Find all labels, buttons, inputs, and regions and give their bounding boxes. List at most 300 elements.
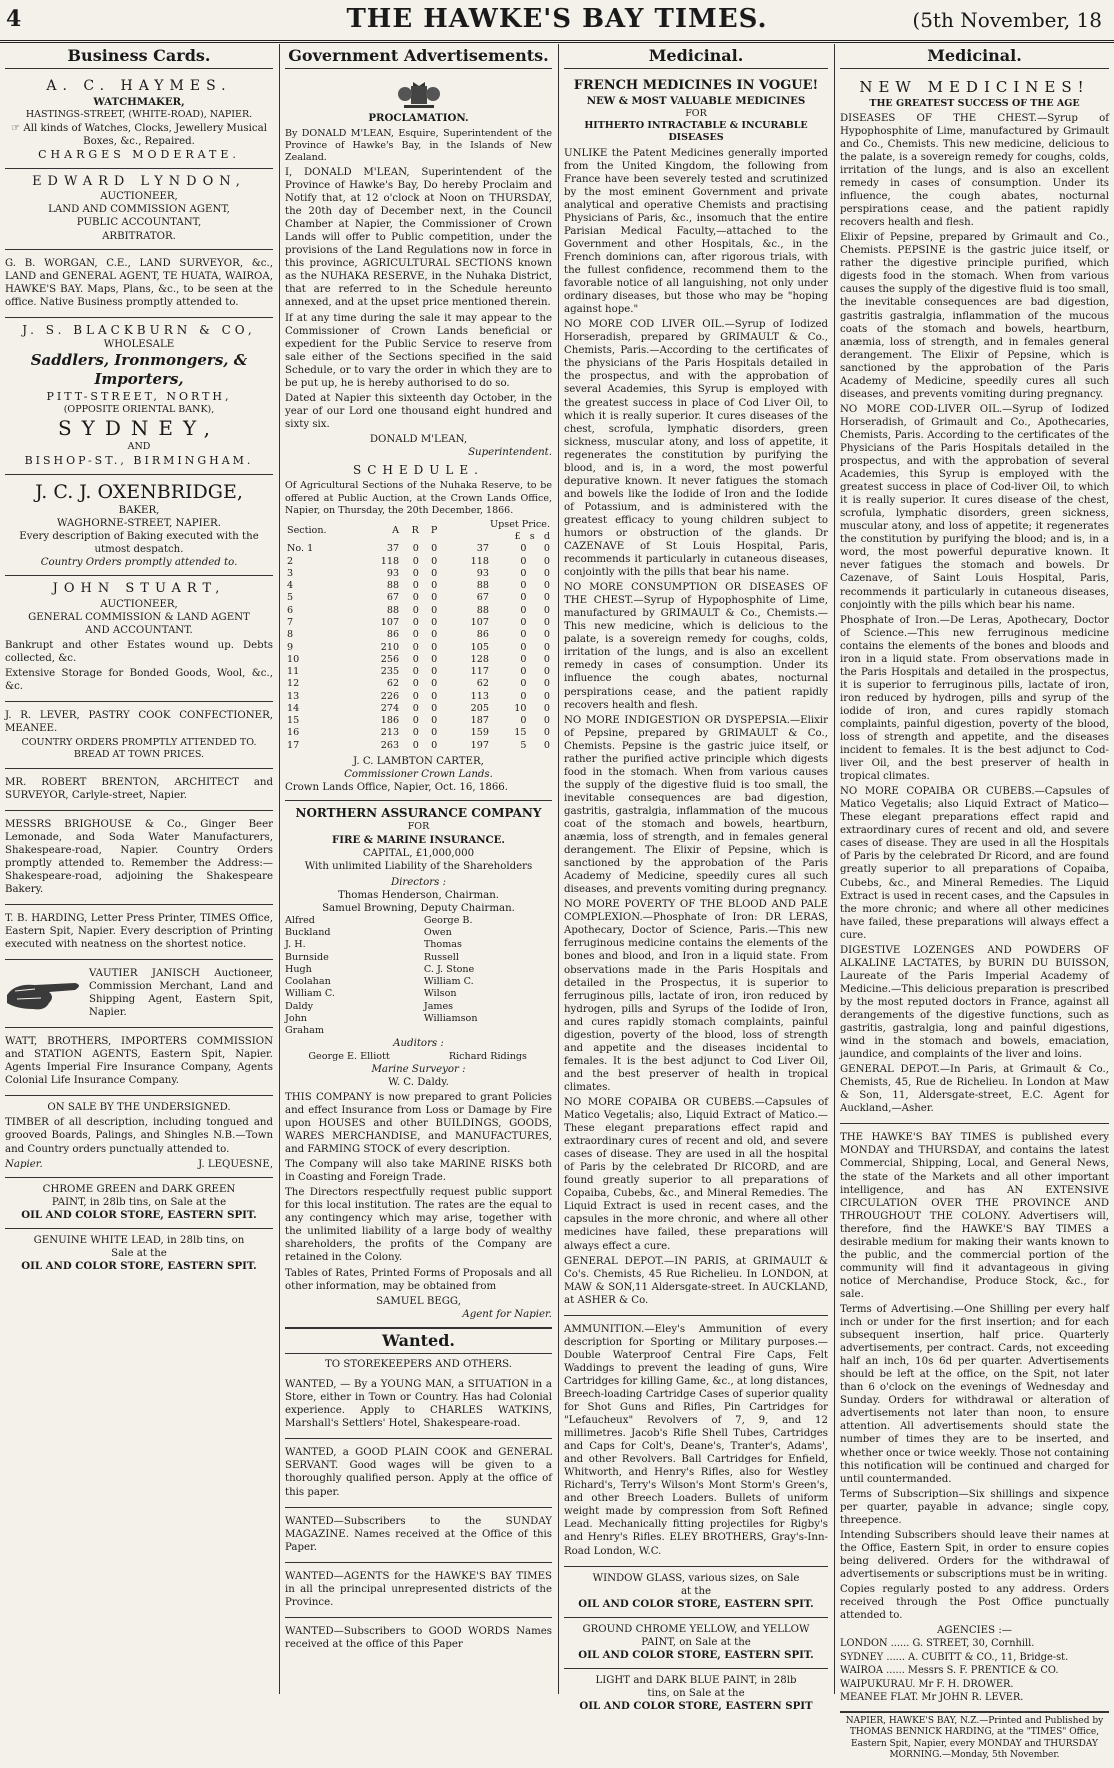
table-cell: 17 (287, 739, 300, 751)
table-cell: 0 (412, 580, 419, 592)
ad-line: GENERAL COMMISSION & LAND AGENT (28, 611, 250, 623)
table-cell: 86 (386, 629, 400, 641)
ad-signature: J. C. LAMBTON CARTER, (353, 755, 484, 767)
ad-line: BISHOP-ST., BIRMINGHAM. (24, 453, 254, 467)
ad-body: Extensive Storage for Bonded Goods, Wool, &c., &c. (5, 668, 273, 693)
ad-line: W. C. Daldy. (388, 1076, 449, 1088)
ad-janisch (5, 960, 273, 1028)
table-cell: 0 (431, 702, 438, 714)
ad-line: Sale at the (111, 1247, 167, 1259)
table-cell: 213 (380, 727, 400, 739)
ad-stuart (5, 576, 273, 702)
table-cell: 67 (386, 592, 400, 604)
ad-body: ☞ All kinds of Watches, Clocks, Jewellery Musical Boxes, &c., Repaired. (11, 122, 267, 147)
column-business-cards (0, 44, 278, 1694)
table-row (285, 654, 552, 666)
table-cell: 0 (412, 727, 419, 739)
ad-line: LAND AND COMMISSION AGENT, (48, 204, 230, 216)
directors-left (285, 915, 413, 1038)
table-row (285, 691, 552, 703)
table-row (285, 543, 552, 555)
ad-lequesne (5, 1096, 273, 1177)
list-item: SYDNEY ...... A. CUBITT & CO., 11, Bridge-st. (840, 1651, 1069, 1663)
table-cell: 93 (386, 567, 400, 579)
ad-body: G. B. WORGAN, C.E., LAND SURVEYOR, &c., LAND and GENERAL AGENT, TE HUATA, WAIROA, HAWKE'S BAY. Maps, Plans, &c., to be seen at the office. Native Business promptly attended to. (5, 257, 273, 308)
table-row (285, 666, 552, 678)
table-cell: 0 (431, 739, 438, 751)
table-cell: 0 (543, 653, 550, 665)
table-row (285, 580, 552, 592)
ad-body: Terms of Subscription—Six shillings and sixpence per quarter, payable in advance; single copy, threepence. (840, 1488, 1109, 1526)
table-cell: 0 (431, 641, 438, 653)
table-cell: 0 (412, 567, 419, 579)
table-cell: 256 (380, 653, 400, 665)
table-cell: 0 (431, 567, 438, 579)
table-cell: 118 (470, 555, 489, 567)
ad-body: NO MORE COD-LIVER OIL.—Syrup of Iodized Horseradish, of Grimault and Co., Apothecaries, Chemists, Paris. According to the certificates of the Physicians of the Paris Hospitals detailed in the prospectus, and with the approbation of several Academies, this Syrup is employed with the greatest success in place of Cod-liver Oil, to which it is really superior. It cures disease of the chest, scrofula, lymphatic disorders, green sickness, muscular atony, and loss of appetite; it regenerates the constitution by purifying the blood; and is, in a word, the most powerful depurative known. It never fatigues the stomach and bowels. Dr Cazenave, of Saint Louis Hospital, Paris, recommends it particularly in cutaneous diseases, conjointly with the pills which bear his name. (840, 403, 1109, 611)
table-cell: 0 (520, 543, 527, 555)
table-row (285, 727, 552, 739)
table-cell: 0 (543, 641, 550, 653)
ad-body: THIS COMPANY is now prepared to grant Policies and effect Insurance from Loss or Damage by Fire upon HOUSES and other BUILDINGS, GOODS, WARES MERCHANDISE, and MANUFACTURES, and FARMING STOCK of every description. (285, 1091, 552, 1156)
ad-line: PITT-STREET, NORTH, (46, 389, 232, 403)
ad-body: GENERAL DEPOT.—In Paris, at Grimault & Co., Chemists, 45, Rue de Richelieu. In London at Maw & Son, 11, Aldersgate-street, E.C. Agent for Auckland,—Asher. (840, 1064, 1109, 1115)
ad-body: If at any time during the sale it may appear to the Commissioner of Crown Lands beneficial or expedient for the Public Service to reserve from sale either of the Sections specified in the said Schedule, or to vary the order in which they are to be put up, he is hereby authorised to do so. (285, 312, 552, 389)
ad-chrome-yellow (564, 1618, 828, 1669)
ad-line: Saddlers, Ironmongers, & Importers, (30, 351, 248, 389)
table-cell: 0 (543, 604, 550, 616)
ad-body: NO MORE COPAIBA OR CUBEBS.—Capsules of Matico Vegetalis; also Liquid Extract of Matico—These elegant preparations effect rapid and extraordinary cures of recent and old, and severe cases of disease. They are used in all the Hospitals of Paris by the celebrated Dr Ricord, and are found greatly superior to all preparations of Copaiba, Cubebs, &c., and Mineral Remedies. The Liquid Extract is used in recent cases, and the Capsules in the more chronic; and where all other medicines have failed, these preparations will always effect a cure. (840, 786, 1109, 941)
table-cell: 0 (543, 567, 550, 579)
table-cell: 0 (431, 666, 438, 678)
table-cell: 0 (520, 616, 527, 628)
table-row (285, 715, 552, 727)
ad-signature: DONALD M'LEAN, (369, 433, 468, 445)
table-cell: 0 (543, 543, 550, 555)
ad-line: at the (680, 1585, 712, 1597)
ad-brighouse (5, 811, 273, 905)
table-cell: 0 (431, 580, 438, 592)
column-government (280, 44, 557, 1694)
table-cell: 0 (520, 629, 527, 641)
table-header: P (430, 524, 438, 536)
table-row (285, 617, 552, 629)
ad-body: WANTED, a GOOD PLAIN COOK and GENERAL SERVANT. Good wages will be given to a thoroughly qualified person. Apply at the office of this paper. (285, 1447, 552, 1498)
table-cell: 128 (470, 653, 489, 665)
columns (0, 44, 1114, 1761)
imprint: NAPIER, HAWKE'S BAY, N.Z.—Printed and Published by THOMAS BENNICK HARDING, at the "TIMES" Office, Eastern Spit, Napier, every MONDAY and THURSDAY MORNING.—Monday, 5th November. (840, 1711, 1109, 1762)
table-cell: 0 (412, 604, 419, 616)
table-cell: 5 (520, 739, 527, 751)
ad-lyndon (5, 169, 273, 250)
ad-line: PAINT, in 28lb tins, on Sale at the (51, 1196, 227, 1208)
table-cell: 0 (543, 580, 550, 592)
ad-line: NEW & MOST VALUABLE MEDICINES (586, 95, 806, 108)
ad-body: TIMBER of all description, including tongued and grooved Boards, Palings, and Shingles N.B.—Town and Country orders punctually attended to. (5, 1117, 273, 1155)
issue-date: (5th November, 18 (912, 8, 1102, 32)
table-cell: 4 (287, 580, 294, 592)
table-row (285, 678, 552, 690)
table-cell: 0 (412, 629, 419, 641)
proclamation-title: PROCLAMATION. (368, 112, 469, 125)
ad-line: Samuel Browning, Deputy Chairman. (322, 902, 515, 914)
ad-body: MESSRS BRIGHOUSE & Co., Ginger Beer Lemonade, and Soda Water Manufacturers, Shakespeare-road, Napier. Country Orders promptly attended to. Remember the Address:—Shakespeare-road, adjoining the Shakespeare Bakery. (5, 818, 273, 895)
directors-list (285, 915, 552, 1038)
ad-byline: By DONALD M'LEAN, Esquire, Superintendent of the Province of Hawke's Bay, in the Islands of New Zealand. (285, 127, 552, 163)
table-cell: 0 (543, 592, 550, 604)
ad-label: Directors : (390, 876, 447, 888)
table-cell: 0 (543, 616, 550, 628)
table-cell: 263 (380, 739, 400, 751)
ad-body: DISEASES OF THE CHEST.—Syrup of Hypophosphite of Lime, manufactured by Grimault and Co., Chemists. This new medicine, delicious to the palate, is a sovereign remedy for coughs, colds, irritation of the lungs, and is also an excellent remedy in cases of consumption. Under its influence, the cough abates, nocturnal perspirations cease, and the patient rapidly recovers health and flesh. (840, 112, 1109, 229)
table-cell: 0 (412, 678, 419, 690)
list-item: William C. Wilson (423, 976, 474, 1000)
table-cell: 10 (514, 702, 527, 714)
table-cell: 0 (543, 702, 550, 714)
ad-line: BREAD AT TOWN PRICES. (73, 749, 205, 761)
ad-line: ARBITRATOR. (102, 230, 176, 242)
table-cell: 11 (287, 666, 300, 678)
table-cell: 88 (386, 604, 400, 616)
table-cell: 13 (287, 690, 300, 702)
ad-dated: Dated at Napier this sixteenth day October, in the year of our Lord one thousand eight hundred and sixty six. (285, 392, 552, 430)
ad-name: EDWARD LYNDON, (32, 173, 246, 189)
list-item: MEANEE FLAT. Mr JOHN R. LEVER. (840, 1692, 1024, 1704)
section-heading-wanted: Wanted. (285, 1328, 552, 1354)
table-cell: 0 (543, 727, 550, 739)
list-item: C. J. Stone (423, 963, 475, 975)
ad-line: CAPITAL, £1,000,000 (362, 847, 475, 859)
list-item: Alfred Buckland (285, 914, 331, 939)
ad-label: Auditors : (393, 1038, 444, 1050)
table-cell: 0 (431, 690, 438, 702)
ad-line: WAGHORNE-STREET, NAPIER. (57, 517, 221, 529)
table-cell: 0 (431, 678, 438, 690)
table-cell: 0 (431, 592, 438, 604)
ad-line: With unlimited Liability of the Shareholders (304, 860, 533, 872)
ad-body: Every description of Baking executed with the utmost despatch. (19, 531, 259, 556)
ad-line: OIL AND COLOR STORE, EASTERN SPIT. (21, 1208, 257, 1221)
ad-worgan (5, 250, 273, 318)
table-cell: 15 (514, 727, 527, 739)
table-cell: 6 (287, 604, 294, 616)
table-cell: 113 (470, 690, 489, 702)
ad-body: GENERAL DEPOT.—IN PARIS, at GRIMAULT & Co's. Chemists, 45 Rue Richelieu. In LONDON, at MAW & SON,11 Aldersgate-street. In AUCKLAND, at ASHER & Co. (564, 1255, 828, 1306)
ad-body: DIGESTIVE LOZENGES AND POWDERS OF ALKALINE LACTATES, by BURIN DU BUISSON, Laureate of the Paris Imperial Academy of Medicine.—This delicious preparation is prescribed by the most reputed doctors in France, against all derangements of the digestive functions, such as gastritis, gastralgia, long and painful digestions, wind in the stomach and bowels, emaciation, jaundice, and complaints of the liver and loins. (840, 944, 1109, 1061)
list-item: Hugh Coolahan (285, 963, 331, 988)
ad-body: T. B. HARDING, Letter Press Printer, TIMES Office, Eastern Spit, Napier. Every description of Printing executed with neatness on the shortest notice. (5, 912, 273, 950)
table-cell: 0 (543, 629, 550, 641)
column-medicinal-1 (559, 44, 833, 1712)
table-cell: 107 (380, 616, 400, 628)
table-row (285, 605, 552, 617)
table-cell: 0 (520, 715, 527, 727)
ad-line: WATCHMAKER, (93, 96, 185, 109)
ad-wanted-5 (285, 1618, 552, 1659)
ad-heading: FRENCH MEDICINES IN VOGUE! (573, 78, 819, 94)
ad-line: FOR (685, 108, 707, 120)
ad-line: BAKER, (118, 504, 160, 516)
ad-line: OIL AND COLOR STORE, EASTERN SPIT. (21, 1259, 257, 1272)
table-cell: 37 (476, 543, 489, 555)
table-row (285, 556, 552, 568)
ad-body: Intending Subscribers should leave their names at the Office, Eastern Spit, in order to ensure copies being delivered. Orders for the withdrawal of advertisements or subscriptions must be in writing. (840, 1529, 1109, 1580)
list-item: William C. Daldy (285, 988, 335, 1012)
ad-label: Marine Surveyor : (371, 1063, 466, 1075)
table-cell: 2 (287, 555, 294, 567)
table-cell: 0 (431, 629, 438, 641)
table-cell: 14 (287, 702, 300, 714)
ad-line: CHARGES MODERATE. (38, 147, 240, 161)
list-item: Richard Ridings (448, 1050, 527, 1062)
table-cell: 0 (431, 727, 438, 739)
list-item: LONDON ...... G. STREET, 30, Cornhill. (840, 1638, 1035, 1650)
table-cell: 62 (386, 678, 400, 690)
ad-body: NO MORE COPAIBA OR CUBEBS.—Capsules of Matico Vegetalis; also, Liquid Extract of Matico.—These elegant preparations effect rapid and extraordinary cures of recent and old, and severe cases of disease. They are used in all the hospital of Paris by the celebrated Dr RICORD, and are found greatly superior to all preparations of Copaiba, Cubebs, &c., and Mineral Remedies. The Liquid Extract is used in recent cases, and the capsules in the more chronic, and where all other medicines have failed, these preparations will always effect a cure. (564, 1096, 828, 1252)
ad-line: AND ACCOUNTANT. (85, 624, 193, 636)
ad-heading: ON SALE BY THE UNDERSIGNED. (47, 1102, 231, 1114)
table-cell: 88 (476, 604, 489, 616)
ad-line: AUCTIONEER, (100, 598, 178, 610)
column-heading: Medicinal. (564, 44, 828, 69)
table-cell: 117 (470, 666, 489, 678)
ad-proclamation (285, 73, 552, 801)
table-cell: 15 (287, 715, 300, 727)
list-item: Thomas Russell (423, 939, 462, 963)
ad-line: OIL AND COLOR STORE, EASTERN SPIT. (578, 1597, 814, 1610)
table-header: R (411, 524, 419, 536)
ad-heading: NEW MEDICINES! (859, 78, 1090, 97)
table-cell: 0 (412, 641, 419, 653)
ad-body: WANTED—Subscribers to the SUNDAY MAGAZINE. Names received at the Office of this Paper. (285, 1515, 552, 1553)
table-cell: 187 (470, 715, 489, 727)
ad-line: OIL AND COLOR STORE, EASTERN SPIT (579, 1699, 813, 1712)
table-cell: 0 (520, 604, 527, 616)
table-cell: 0 (520, 653, 527, 665)
royal-crest-icon (396, 80, 442, 110)
ad-line: FOR (407, 821, 430, 833)
table-cell: 0 (431, 715, 438, 727)
list-item: WAIROA ...... Messrs S. F. PRENTICE & CO. (840, 1665, 1059, 1677)
ad-wanted-4 (285, 1563, 552, 1618)
table-cell: 0 (543, 715, 550, 727)
table-cell: 0 (543, 739, 550, 751)
table-cell: 118 (380, 555, 400, 567)
ad-body: Tables of Rates, Printed Forms of Proposals and all other information, may be obtained from (285, 1267, 552, 1292)
ad-blackburn (5, 318, 273, 475)
ad-signature-row (5, 1158, 273, 1171)
list-item: George E. Elliott (308, 1050, 390, 1062)
ad-line: (OPPOSITE ORIENTAL BANK), (63, 403, 215, 415)
ad-wanted-3 (285, 1508, 552, 1563)
table-row (285, 629, 552, 641)
ad-french-medicines (564, 73, 828, 1315)
table-cell: 0 (520, 592, 527, 604)
ad-body: UNLIKE the Patent Medicines generally imported from the United Kingdom, the following from France have been severely tested and scrutinized by the most eminent Government and private analytical and operative Chemists and practising Physicians of Paris, &c., insomuch that the entire Parisian Medical Faculty,—attached to the Government and other Hospitals, &c., in the French dominions can, after rigorous trials, with the fullest confidence, recommend them to the favorable notice of all languishing, not only under ordinary diseases, but those who may be "hoping against hope." (564, 147, 828, 316)
table-cell: 107 (470, 616, 489, 628)
table-header: Section. (287, 524, 327, 536)
table-cell: 274 (380, 702, 400, 714)
table-cell: 67 (476, 592, 489, 604)
ad-body: Terms of Advertising.—One Shilling per every half inch or under for the first insertion; and for each subsequent insertion, half price. Quarterly advertisements, per contract. Cards, not exceeding half an inch, 10s 6d per quarter. Advertisements should be left at the office, on the Spit, not later than 6 o'clock on the evenings of Wednesday and Sunday. Orders for withdrawal or alteration of advertisements not later than noon, to ensure attention. All advertisements should state the number of times they are to be inserted, and whether once or twice weekly. Those not containing this notification will be continued and charged for until countermanded. (840, 1303, 1109, 1485)
ad-body: Bankrupt and other Estates wound up. Debts collected, &c. (5, 639, 273, 664)
ad-body: Copies regularly posted to any address. Orders received through the Post Office punctually attended to. (840, 1583, 1109, 1622)
table-cell: 0 (412, 592, 419, 604)
table-cell: 88 (476, 580, 489, 592)
table-cell: 9 (287, 641, 294, 653)
ad-name: A. C. HAYMES. (46, 78, 232, 95)
ad-body: NO MORE INDIGESTION OR DYSPEPSIA.—Elixir of Pepsine, prepared by GRIMAULT & Co., Chemists. Pepsine is the gastric juice itself, or rather the purified active principle which digests food in the stomach. When from various causes the supply of the digestive fluid is too small, the inevitable consequences are bad digestion, gastritis, gastralgia, inflammation of the mucous coat of the stomach and bowels, heartburn, anæmia, loss of strength, and in females general derangement. The Elixir of Pepsine, which is sanctioned by the approbation of the Paris Academy of Medicine, speedily cures all such diseases, and prevents vomiting during pregnancy. (564, 714, 828, 896)
ad-body: The Company will also take MARINE RISKS both in Coasting and Foreign Trade. (285, 1159, 552, 1184)
ad-ammunition (564, 1316, 828, 1567)
table-cell: 226 (380, 690, 400, 702)
ad-body: The Directors respectfully request public support for this local institution. The rates are the equal to any contingency which may arise, together with the unlimited liability of a large body of wealthy shareholders, the profits of the Company are retained in the Colony. (285, 1187, 552, 1264)
table-cell: 10 (287, 653, 300, 665)
ad-line: Country Orders promptly attended to. (40, 557, 238, 569)
ad-line: Thomas Henderson, Chairman. (337, 889, 500, 901)
ad-name: JOHN STUART, (52, 581, 226, 597)
table-cell: 8 (287, 629, 294, 641)
ad-brenton (5, 769, 273, 811)
table-cell: 0 (412, 666, 419, 678)
newspaper-title: THE HAWKE'S BAY TIMES. (346, 4, 768, 34)
ad-body: NO MORE POVERTY OF THE BLOOD AND PALE COMPLEXION.—Phosphate of Iron: DR LERAS, Apothecary, Doctor of Science, Paris.—This new ferruginous medicine contains the elements of the bones and blood, and Iron in a liquid state. From observations made in the Paris Hospitals and detailed in the Prospectus, it is superior to ferruginous pills, lactate of iron, iron reduced by hydrogen, pills and Syrups of the Iodide of Iron, and cures rapidly stomach complaints, painful digestion, poverty of the blood, loss of strength and appetite and the diseases incidental to females. It is the best adjunct to Cod Liver Oil, and the best preserver of health in tropical climates. (564, 899, 828, 1093)
schedule-table (285, 519, 552, 752)
table-cell: 0 (431, 543, 438, 555)
ad-line: FIRE & MARINE INSURANCE. (332, 833, 505, 846)
table-cell: 62 (476, 678, 489, 690)
ad-white-lead (5, 1229, 273, 1279)
ad-line: THE GREATEST SUCCESS OF THE AGE (869, 97, 1080, 109)
ad-name: J. S. BLACKBURN & CO, (22, 322, 256, 337)
table-cell: 0 (520, 678, 527, 690)
table-cell: 0 (520, 690, 527, 702)
ad-northern-assurance (285, 801, 552, 1328)
ad-line: CHROME GREEN and DARK GREEN (42, 1183, 236, 1195)
ad-body: WANTED—Subscribers to GOOD WORDS Names received at the office of this Paper (285, 1625, 552, 1650)
table-cell: 0 (412, 616, 419, 628)
table-cell: 16 (287, 727, 300, 739)
table-header-row (285, 519, 552, 544)
ad-place: Napier. (5, 1158, 43, 1170)
table-cell: 0 (412, 555, 419, 567)
table-cell: 0 (520, 641, 527, 653)
column-heading: Business Cards. (5, 44, 273, 69)
table-cell: 5 (287, 592, 294, 604)
table-cell: 0 (412, 715, 419, 727)
ad-body: MR. ROBERT BRENTON, ARCHITECT and SURVEYOR, Carlyle-street, Napier. (5, 776, 273, 801)
ad-signature: J. LEQUESNE, (198, 1158, 273, 1170)
table-cell: 0 (431, 653, 438, 665)
ad-wanted-1 (285, 1371, 552, 1439)
ad-haymes (5, 73, 273, 168)
ad-line: GROUND CHROME YELLOW, and YELLOW PAINT, on Sale at the (582, 1623, 810, 1648)
table-row (285, 703, 552, 715)
ad-body: I, DONALD M'LEAN, Superintendent of the Province of Hawke's Bay, Do hereby Proclaim and Notify that, at 12 o'clock at Noon on THURSDAY, the 20th day of December next, in the Council Chamber at Napier, the Commissioner of Crown Lands will offer to Public competition, under the provisions of the Land Regulations now in force in this province, AGRICULTURAL SECTIONS known as the NUHAKA RESERVE, in the Nuhaka District, that are referred to in the Schedule hereunto annexed, and at the upset price mentioned therein. (285, 166, 552, 309)
ad-dated: Crown Lands Office, Napier, Oct. 16, 1866. (285, 781, 509, 793)
table-cell: 0 (543, 555, 550, 567)
list-item: George B. Owen (423, 914, 473, 939)
table-cell: 3 (287, 567, 294, 579)
page-number: 4 (6, 6, 22, 32)
ad-line: GENUINE WHITE LEAD, in 28lb tins, on (33, 1234, 245, 1246)
agencies-list (840, 1638, 1109, 1705)
table-cell: 235 (380, 666, 400, 678)
table-cell: 0 (412, 739, 419, 751)
table-cell: 0 (520, 567, 527, 579)
ad-name: J. C. J. OXENBRIDGE, (35, 480, 243, 503)
ad-line: WINDOW GLASS, various sizes, on Sale (592, 1572, 800, 1584)
table-cell: 0 (412, 653, 419, 665)
table-cell: 186 (380, 715, 400, 727)
ad-body: AMMUNITION.—Eley's Ammunition of every description for Sporting or Military purposes.—Double Waterproof Central Fire Caps, Felt Waddings to prevent the leading of guns, Wire Cartridges for killing Game, &c., at long distances, Breech-loading Cartridge Cases of superior quality for Shot Guns and Rifles, Pin Cartridges for "Lefaucheux" Revolvers of 7, 9, and 12 millimetres. Jacob's Rifle Shell Tubes, Cartridges and Caps for Colt's, Deane's, Tranter's, Adams', and other Revolvers. Ball Cartridges for Enfield, Whitworth, and Henry's Rifles, also for Westley Richard's, Terry's Wilson's Mont Storm's Green's, and other Breech Loaders. Bullets of uniform weight made by compression from Soft Refined Lead. Mechanically fitting projectiles for Rigby's and Henry's Rifles. ELEY BROTHERS, Gray's-Inn-Road London, W.C. (564, 1323, 828, 1557)
table-cell: 0 (431, 555, 438, 567)
table-cell: 105 (470, 641, 489, 653)
ad-oxenbridge (5, 475, 273, 577)
table-row (285, 642, 552, 654)
ad-body: NO MORE COD LIVER OIL.—Syrup of Iodized Horseradish, prepared by GRIMAULT & Co., Chemists, Paris.—According to the certificates of the physicians of the Paris Hospitals detailed in the prospectus, and with the approbation of several Academies, this Syrup is employed with the greatest success in place of Cod Liver Oil, to which it is really superior. It cures diseases of the chest, scrofula, lymphatic disorders, green sickness, muscular atony, and loss of appetite, it regenerates the constitution by purifying the blood, and is, in a word, the most powerful depurative known. It never fatigues the stomach and bowels like the Iodide of Iron and the Iodide of Potassium, and is administered with the greatest efficacy to young children subject to humors or obstruction of the glands. Dr CAZENAVE of St Louis Hospital, Paris, recommends it particularly in cutaneous diseases, conjointly with the pills that bear his name. (564, 319, 828, 579)
table-row (285, 740, 552, 752)
list-item: WAIPUKURAU. Mr F. H. DROWER. (840, 1678, 1014, 1690)
ad-body: WANTED, — By a YOUNG MAN, a SITUATION in a Store, either in Town or Country. Has had Colonial experience. Apply to CHARLES WATKINS, Marshall's Settlers' Hotel, Shakespeare-road. (285, 1379, 552, 1430)
list-item: James Williamson (423, 1000, 478, 1024)
table-cell: 197 (470, 739, 489, 751)
ad-watt (5, 1028, 273, 1096)
table-cell: 0 (520, 580, 527, 592)
ad-line: PUBLIC ACCOUNTANT, (76, 217, 202, 229)
schedule-title: SCHEDULE. (353, 463, 484, 478)
ad-signature-title: Superintendent. (468, 446, 552, 458)
ad-line: OIL AND COLOR STORE, EASTERN SPIT. (578, 1648, 814, 1661)
ad-heading: NORTHERN ASSURANCE COMPANY (295, 806, 542, 821)
auditors-list (285, 1051, 552, 1063)
ad-lever (5, 702, 273, 768)
table-row (285, 592, 552, 604)
column-heading: Government Advertisements. (285, 44, 552, 69)
table-cell: 0 (543, 678, 550, 690)
table-row (285, 568, 552, 580)
table-cell: 37 (386, 543, 400, 555)
ad-line: HITHERTO INTRACTABLE & INCURABLE DISEASES (584, 120, 808, 144)
ad-line: HASTINGS-STREET, (WHITE-ROAD), NAPIER. (25, 109, 253, 121)
ad-wanted-2 (285, 1439, 552, 1507)
ad-signature-title: Commissioner Crown Lands. (344, 768, 493, 780)
ad-line: COUNTRY ORDERS PROMPTLY ATTENDED TO. (21, 737, 257, 749)
table-header: A (392, 524, 400, 536)
ad-line: WHOLESALE (103, 339, 175, 351)
masthead (0, 0, 1114, 43)
table-cell: 0 (431, 616, 438, 628)
table-cell: 0 (543, 690, 550, 702)
ad-harding (5, 905, 273, 960)
ad-line: AUCTIONEER, (100, 191, 178, 203)
ad-window-glass (564, 1567, 828, 1618)
schedule-rows (285, 543, 552, 752)
table-cell: 205 (470, 702, 489, 714)
table-cell: 210 (380, 641, 400, 653)
ad-body: THE HAWKE'S BAY TIMES is published every MONDAY and THURSDAY, and contains the latest Commercial, Shipping, Local, and General News, the state of the Markets and all other important intelligence, and has AN EXTENSIVE CIRCULATION OVER THE PROVINCE AND THROUGHOUT THE COLONY. Advertisers will, therefore, find the HAWKE'S BAY TIMES a desirable medium for making their wants known to the public, and the commercial portion of the community will find it advantageous in giving notice of Merchandise, Produce Stock, &c., for sale. (840, 1132, 1109, 1300)
ad-line: AND (127, 441, 151, 453)
ad-body: Phosphate of Iron.—De Leras, Apothecary, Doctor of Science.—This new ferruginous medicine contains the elements of the bones and bloods and iron in a liquid state. From observations made in the Paris Hospitals and detailed in the prospectus, it is superior to ferruginous pills, lactate of iron, iron reduced by hydrogen, pills and syrup of the iodide of iron, and cures rapidly stomach complaints, painful digestion, poverty of the blood, loss of strength and appetite, and the diseases incident to females. It is the best adjunct to Cod-liver Oil, and the best preserver of health in tropical climates. (840, 614, 1109, 783)
table-cell: 86 (476, 629, 489, 641)
agencies-heading: AGENCIES :— (937, 1625, 1012, 1637)
ad-blue-paint (564, 1669, 828, 1719)
table-cell: 7 (287, 616, 294, 628)
table-cell: 0 (412, 543, 419, 555)
list-item: J. H. Burnside (285, 939, 329, 963)
ad-name: J. R. LEVER, PASTRY COOK CONFECTIONER, MEANEE. (5, 710, 273, 735)
table-header: Upset Price. £ s d (490, 518, 550, 543)
